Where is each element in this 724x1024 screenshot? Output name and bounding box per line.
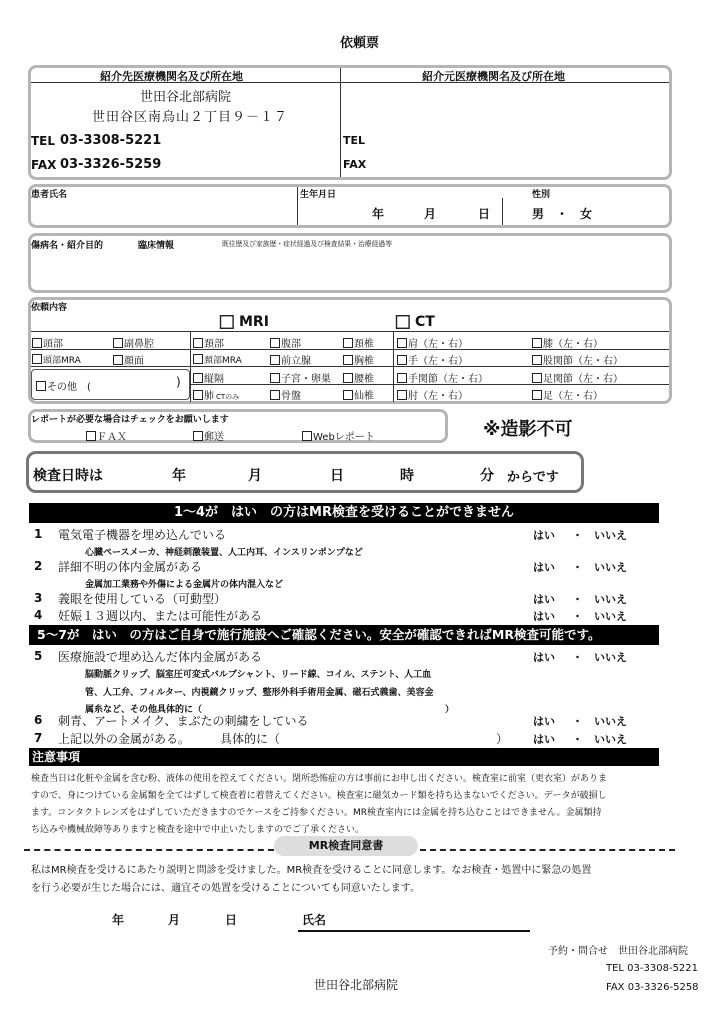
q6-number: 6 (34, 713, 43, 727)
report-label: レポートが必要な場合はチェックをお願いします (31, 415, 229, 425)
exam-hour: 時 (400, 468, 414, 484)
q1-number: 1 (34, 527, 43, 541)
q2-number: 2 (34, 559, 43, 573)
banner-check-facility: 5～7が はい の方はご自身で施行施設へご確認ください。安全が確認できればMR検査可能です。 (29, 625, 659, 645)
report-web-checkbox[interactable]: Webレポート (302, 428, 375, 443)
q4-text: 妊娠１３週以内、または可能性がある (58, 609, 263, 623)
notes-header: 注意事項 (29, 748, 659, 766)
q3-no[interactable]: いいえ (594, 593, 627, 606)
q6-dot: ・ (572, 715, 583, 728)
hospital-name: 世田谷北部病院 (140, 90, 232, 105)
check-neck-mra[interactable]: 頚部MRA (193, 353, 242, 366)
check-other[interactable]: その他 ( (36, 378, 91, 393)
referral-to-header: 紹介先医療機関名及び所在地 (100, 70, 243, 83)
q1-sub: 心臓ペースメーカ、神経刺激装置、人工内耳、インスリンポンプなど (85, 548, 363, 558)
q4-no[interactable]: いいえ (594, 610, 627, 623)
request-label: 依頼内容 (31, 303, 68, 313)
banner-mr-not-allowed: 1～4が はい の方はMR検査を受けることができません (29, 503, 659, 523)
consent-line-1: 私はMR検査を受けるにあたり説明と問診を受けました。MR検査を受けることに同意します。なお検査・処置中に緊急の処置 (31, 865, 592, 876)
ct-checkbox[interactable] (398, 314, 435, 330)
mri-label: MRI (239, 314, 269, 330)
q1-dot: ・ (572, 529, 583, 542)
consent-day: 日 (225, 913, 238, 927)
consent-year: 年 (112, 913, 125, 927)
sex-label: 性別 (532, 190, 551, 200)
q1-yes[interactable]: はい (533, 529, 555, 542)
report-fax-checkbox[interactable]: ＦＡＸ (86, 428, 127, 443)
q2-dot: ・ (572, 561, 583, 574)
check-uterus-ovary[interactable]: 子宮・卵巣 (270, 370, 331, 385)
check-head-mra[interactable]: 頭部MRA (32, 353, 81, 366)
mri-checkbox[interactable] (222, 314, 269, 330)
dob-year: 年 (372, 207, 385, 221)
check-thoracic-spine[interactable]: 胸椎 (343, 352, 374, 367)
q5-no[interactable]: いいえ (594, 651, 627, 664)
ct-label: CT (415, 314, 435, 330)
q1-text: 電気電子機器を埋め込んでいる (58, 528, 227, 542)
check-shoulder[interactable]: 肩（左・右） (397, 335, 468, 350)
notes-line-1: 検査当日は化粧や金属を含む粉、液体の使用を控えてください。閉所恐怖症の方は事前にお申し出ください。検査室に前室（更衣室）がありま (31, 774, 608, 784)
q7-dot: ・ (572, 733, 583, 746)
q3-yes[interactable]: はい (533, 593, 555, 606)
clinical-info-note: 既往歴及び家族歴・症状経過及び検査結果・治療経過等 (222, 239, 392, 248)
q1-no[interactable]: いいえ (594, 529, 627, 542)
ct-only-note: CTのみ (216, 393, 240, 401)
lung-label: 肺 (204, 391, 214, 402)
exam-day: 日 (330, 468, 344, 484)
other-close-paren: ) (176, 375, 181, 389)
q5-sub-3: 属糸など、その他具体的に（ ） (85, 705, 455, 715)
exam-suffix: からです (507, 470, 559, 485)
check-hip[interactable]: 股関節（左・右） (532, 352, 623, 367)
check-lumbar-spine[interactable]: 腰椎 (343, 370, 374, 385)
q5-yes[interactable]: はい (533, 651, 555, 664)
exam-month: 月 (248, 468, 262, 484)
check-sacrum[interactable]: 仙椎 (343, 387, 374, 402)
q5-text: 医療施設で埋め込んだ体内金属がある (58, 650, 263, 664)
from-tel-label: TEL (343, 134, 366, 147)
footer-fax: FAX 03-3326-5258 (606, 982, 699, 993)
consent-divider-left (24, 849, 274, 851)
q2-sub: 金属加工業務や外傷による金属片の体内混入など (85, 580, 284, 590)
sex-options[interactable]: 男 ・ 女 (532, 207, 593, 221)
from-fax-label: FAX (343, 158, 367, 171)
fax-label: FAX (31, 158, 57, 172)
consent-title: MR検査同意書 (274, 836, 418, 856)
check-cervical-spine[interactable]: 頚椎 (343, 335, 374, 350)
q5-number: 5 (34, 649, 43, 663)
check-knee[interactable]: 膝（左・右） (532, 335, 603, 350)
tel-number: 03-3308-5221 (60, 133, 162, 148)
q3-dot: ・ (572, 593, 583, 606)
consent-line-2: を行う必要が生じた場合には、適宜その処置を受けることについても同意いたします。 (31, 883, 420, 894)
fax-number: 03-3326-5259 (60, 157, 162, 172)
notes-line-2: すので、身につけている金属類を全てはずして検査着に着替えてください。検査室に磁気カード類を持ち込まないでください。データが破損し (31, 791, 607, 801)
clinical-info-label: 臨床情報 (138, 241, 175, 251)
dob-month: 月 (424, 207, 437, 221)
q4-number: 4 (34, 608, 43, 622)
q3-number: 3 (34, 591, 43, 605)
check-abdomen[interactable]: 腹部 (270, 335, 301, 350)
q2-no[interactable]: いいえ (594, 561, 627, 574)
check-elbow[interactable]: 肘（左・右） (397, 387, 468, 402)
exam-datetime-label: 検査日時は (33, 468, 103, 484)
q6-yes[interactable]: はい (533, 715, 555, 728)
check-pelvis[interactable]: 骨盤 (270, 387, 301, 402)
check-mediastinum[interactable]: 縦隔 (193, 370, 224, 385)
exam-minute: 分 (480, 468, 494, 484)
q6-no[interactable]: いいえ (594, 715, 627, 728)
hospital-address: 世田谷区南烏山２丁目９－１７ (92, 110, 289, 125)
check-neck[interactable]: 頚部 (193, 335, 224, 350)
q7-no[interactable]: いいえ (594, 733, 627, 746)
check-head[interactable]: 頭部 (32, 335, 63, 350)
footer-contact: 予約・問合せ 世田谷北部病院 (548, 946, 688, 957)
q2-text: 詳細不明の体内金属がある (58, 560, 203, 574)
patient-name-label: 患者氏名 (31, 190, 68, 200)
check-ankle[interactable]: 足関節（左・右） (532, 370, 623, 385)
tel-label: TEL (31, 134, 56, 148)
dob-day: 日 (478, 207, 491, 221)
report-mail-checkbox[interactable]: 郵送 (193, 428, 224, 443)
notes-line-3: ます。コンタクトレンズをはずしていただきますのでケースをご持参ください。MR検査室内には金属を持ち込むことはできません。金属類持 (31, 808, 602, 818)
no-contrast-note: ※造影不可 (483, 419, 573, 440)
check-sinus[interactable]: 副鼻腔 (113, 335, 154, 350)
check-lung[interactable] (193, 387, 239, 402)
exam-year: 年 (172, 468, 186, 484)
q7-text: 上記以外の金属がある。 具体的に（ ） (58, 732, 509, 746)
check-hand[interactable]: 手（左・右） (397, 352, 468, 367)
exam-datetime-box (26, 451, 584, 493)
footer-hospital: 世田谷北部病院 (314, 978, 399, 992)
consent-name-label: 氏名 (302, 913, 327, 927)
q7-number: 7 (34, 731, 43, 745)
q4-dot: ・ (572, 610, 583, 623)
check-wrist[interactable]: 手関節（左・右） (397, 370, 488, 385)
check-face[interactable]: 顔面 (113, 352, 144, 367)
signature-line[interactable] (298, 930, 530, 932)
consent-divider-right (420, 849, 675, 851)
q5-dot: ・ (572, 651, 583, 664)
check-foot[interactable]: 足（左・右） (532, 387, 603, 402)
notes-line-4: ち込みや機械故障等ありますと検査を途中で中止いたしますのでご了承ください。 (31, 825, 365, 835)
q4-yes[interactable]: はい (533, 610, 555, 623)
q6-text: 刺青、アートメイク、まぶたの刺繍をしている (58, 714, 309, 728)
q5-sub-2: 管、人工弁、フィルター、内視鏡クリップ、整形外科手術用金属、磁石式義歯、美容金 (85, 688, 434, 698)
dob-label: 生年月日 (300, 190, 337, 200)
q7-yes[interactable]: はい (533, 733, 555, 746)
diagnosis-label: 傷病名・紹介目的 (31, 241, 104, 251)
q2-yes[interactable]: はい (533, 561, 555, 574)
check-prostate[interactable]: 前立腺 (270, 352, 311, 367)
page-title: 依頼票 (340, 36, 380, 51)
q5-sub-1: 脳動脈クリップ、脳室圧可変式バルブシャント、リード線、コイル、ステント、人工血 (85, 670, 432, 680)
footer-tel: TEL 03-3308-5221 (606, 963, 699, 974)
q3-text: 義眼を使用している（可動型） (58, 592, 227, 606)
consent-month: 月 (168, 913, 181, 927)
referral-from-header: 紹介元医療機関名及び所在地 (422, 70, 565, 83)
